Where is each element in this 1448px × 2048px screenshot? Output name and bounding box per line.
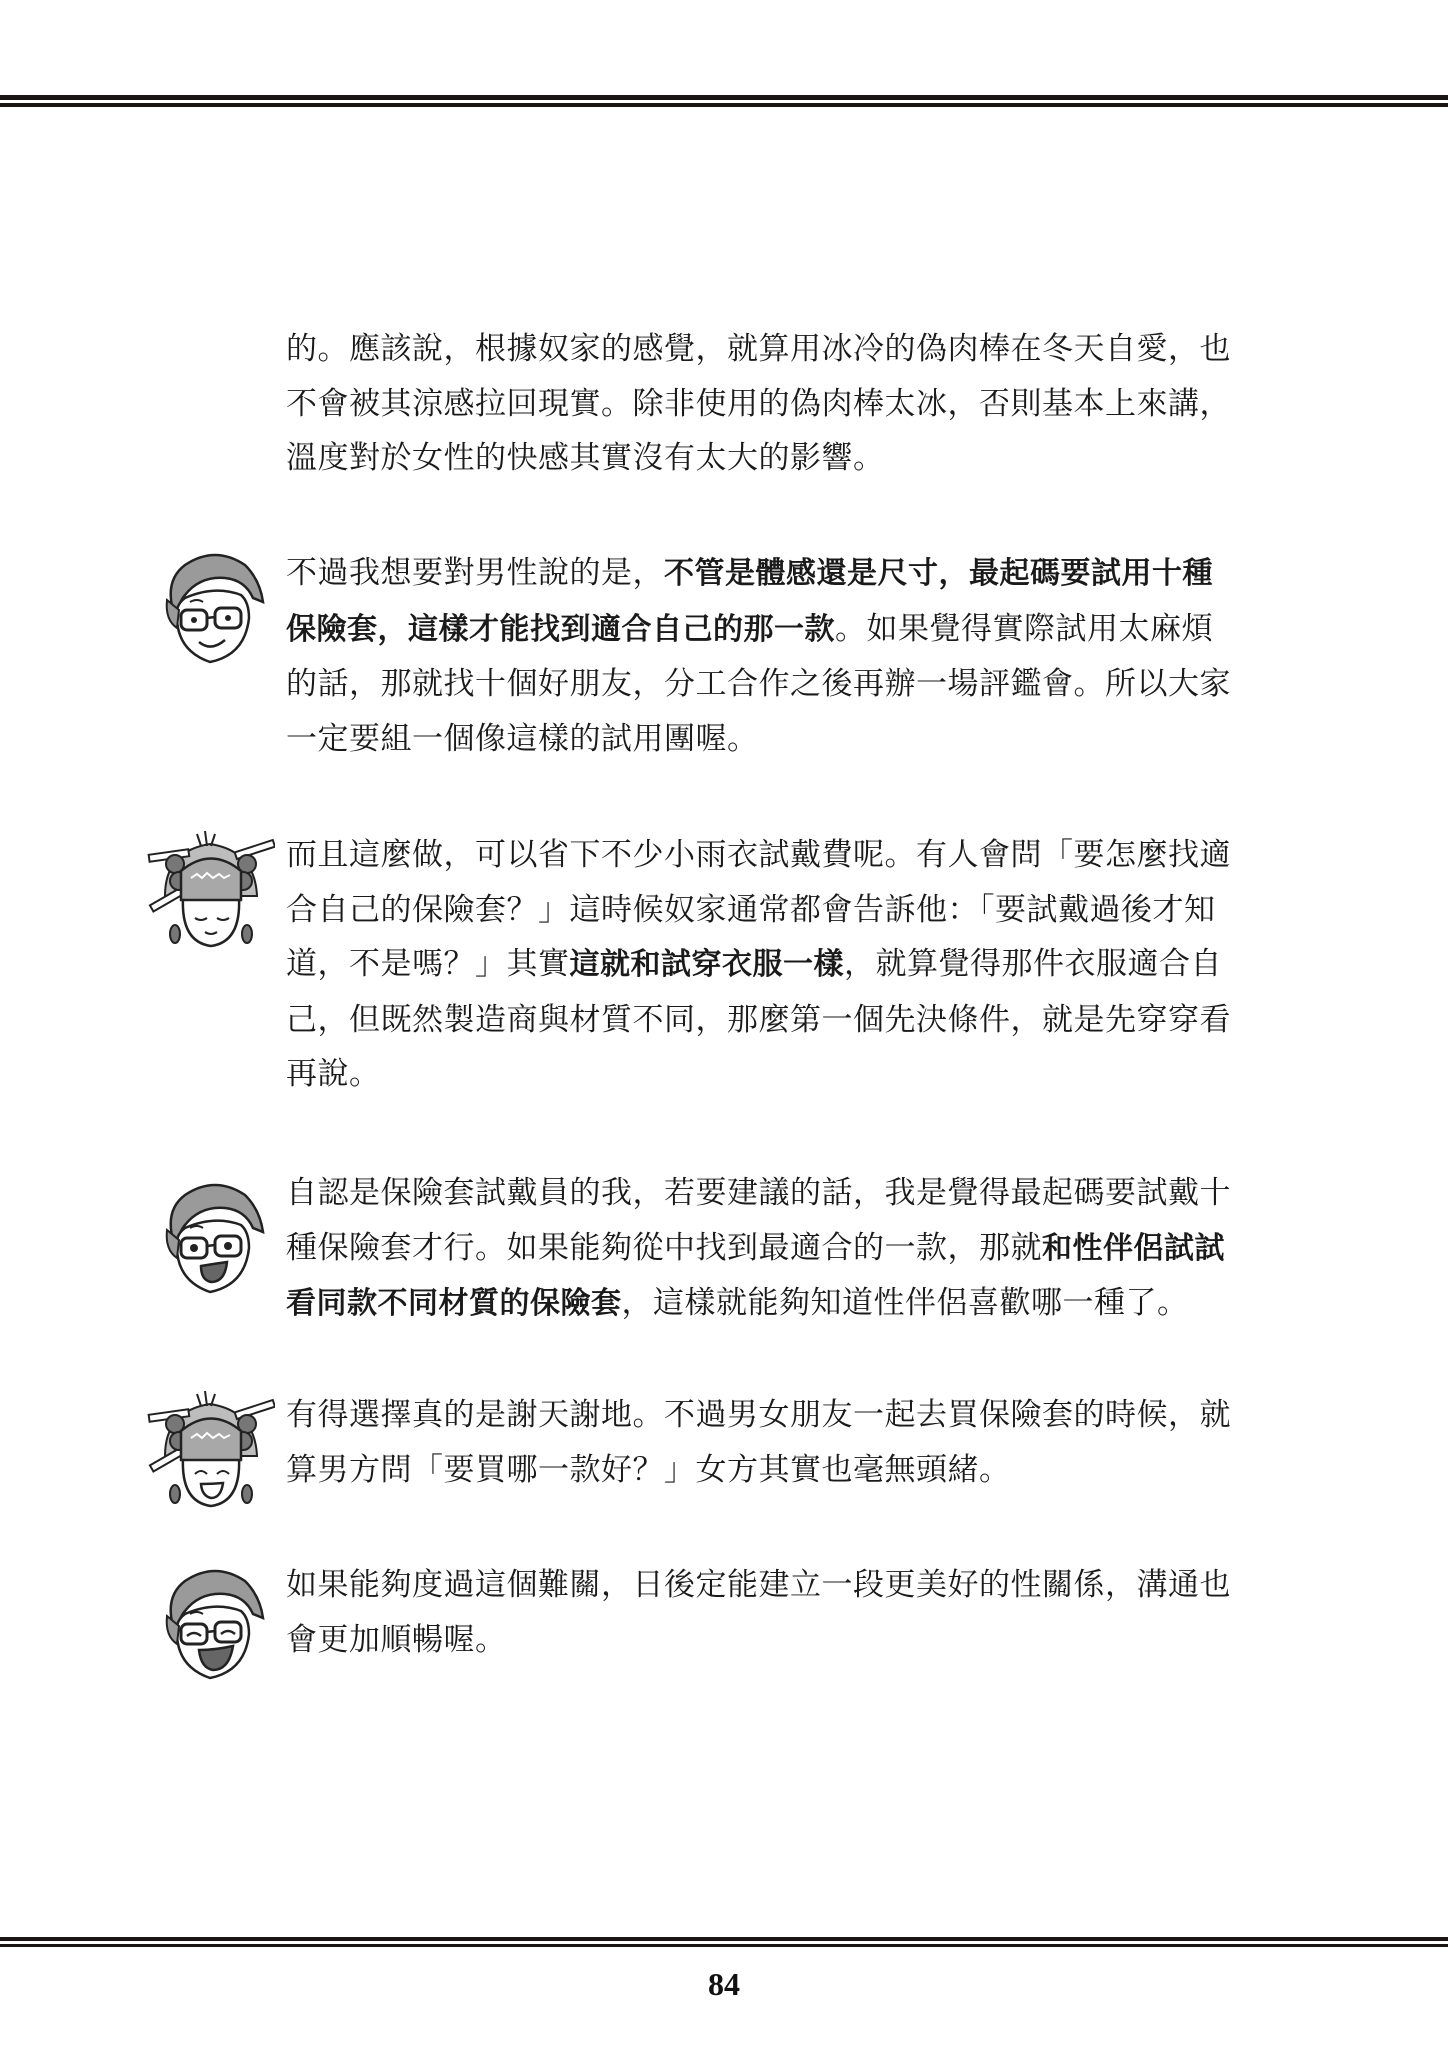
oiran-eyes-closed-avatar-icon [145, 826, 275, 956]
text-line [286, 937, 1276, 993]
body-text: 的話，那就找十個好朋友，分工合作之後再辦一場評鑑會。所以大家 [286, 666, 1231, 702]
footer-rule-thin [0, 1944, 1448, 1947]
body-text: 合自己的保險套？」這時候奴家通常都會告訴他：「要試戴過後才知 [286, 891, 1216, 928]
header-rule-thick [0, 95, 1448, 100]
body-text: ，這樣就能夠知道性伴侶喜歡哪一種了。 [621, 1285, 1189, 1321]
paragraph-6 [286, 1558, 1276, 1667]
page-number: 84 [708, 1966, 740, 2002]
text-line [286, 1166, 1276, 1221]
paragraph-2 [286, 546, 1276, 766]
text-line [286, 1613, 1276, 1668]
body-text: 溫度對於女性的快感其實沒有太大的影響。 [286, 440, 885, 476]
text-line [286, 1276, 1276, 1332]
body-text: 自認是保險套試戴員的我，若要建議的話，我是覺得最起碼要試戴十 [286, 1175, 1231, 1211]
man-glasses-laughing-avatar-icon [145, 1556, 275, 1686]
body-text: 再說。 [286, 1056, 381, 1092]
emphasis-text: 看同款不同材質的保險套 [286, 1286, 622, 1321]
text-line [286, 602, 1276, 658]
paragraph-1 [286, 322, 1276, 486]
text-line [286, 993, 1276, 1048]
text-line [286, 1443, 1276, 1498]
body-text: 一定要組一個像這樣的試用團喔。 [286, 720, 759, 757]
man-glasses-open-mouth-avatar-icon [145, 1170, 275, 1300]
header-rule-thin [0, 103, 1448, 107]
body-text: 不過我想要對男性說的是， [286, 555, 664, 591]
body-text: 有得選擇真的是謝天謝地。不過男女朋友一起去買保險套的時候，就 [286, 1397, 1231, 1433]
text-line [286, 322, 1276, 377]
body-text: 算男方問「要買哪一款好？」女方其實也毫無頭緒。 [286, 1451, 1011, 1488]
body-text: 會更加順暢喔。 [286, 1621, 507, 1658]
text-line [286, 828, 1276, 883]
text-line [286, 546, 1276, 602]
body-text: 不會被其涼感拉回現實。除非使用的偽肉棒太冰，否則基本上來講， [286, 385, 1231, 422]
text-line [286, 1047, 1276, 1102]
man-glasses-smile-avatar-icon [145, 540, 275, 670]
body-text: ，就算覺得那件衣服適合自 [844, 946, 1222, 982]
text-line [286, 377, 1276, 432]
emphasis-text: 這就和試穿衣服一樣 [569, 947, 844, 982]
body-text: 如果能夠度過這個難關，日後定能建立一段更美好的性關係，溝通也 [286, 1567, 1231, 1603]
emphasis-text: 不管是體感還是尺寸，最起碼要試用十種 [664, 556, 1213, 591]
footer-rule-thick [0, 1937, 1448, 1941]
text-line [286, 1388, 1276, 1443]
text-line [286, 883, 1276, 938]
paragraph-3 [286, 828, 1276, 1102]
body-text: 種保險套才行。如果能夠從中找到最適合的一款，那就 [286, 1229, 1042, 1266]
text-line [286, 657, 1276, 712]
text-line [286, 1558, 1276, 1613]
body-text: 而且這麼做，可以省下不少小雨衣試戴費呢。有人會問「要怎麼找適 [286, 837, 1231, 873]
body-text: 。如果覺得實際試用太麻煩 [835, 610, 1213, 647]
paragraph-5 [286, 1388, 1276, 1497]
emphasis-text: 保險套，這樣才能找到適合自己的那一款 [286, 611, 835, 647]
paragraph-4 [286, 1166, 1276, 1332]
body-text: 道，不是嗎？」其實 [286, 946, 570, 982]
body-text: 己，但既然製造商與材質不同，那麼第一個先決條件，就是先穿穿看 [286, 1001, 1231, 1038]
text-line [286, 431, 1276, 486]
text-line [286, 712, 1276, 767]
text-line [286, 1221, 1276, 1277]
oiran-laughing-avatar-icon [145, 1386, 275, 1516]
emphasis-text: 和性伴侶試試 [1042, 1230, 1225, 1266]
body-text: 的。應該說，根據奴家的感覺，就算用冰冷的偽肉棒在冬天自愛，也 [286, 331, 1231, 367]
